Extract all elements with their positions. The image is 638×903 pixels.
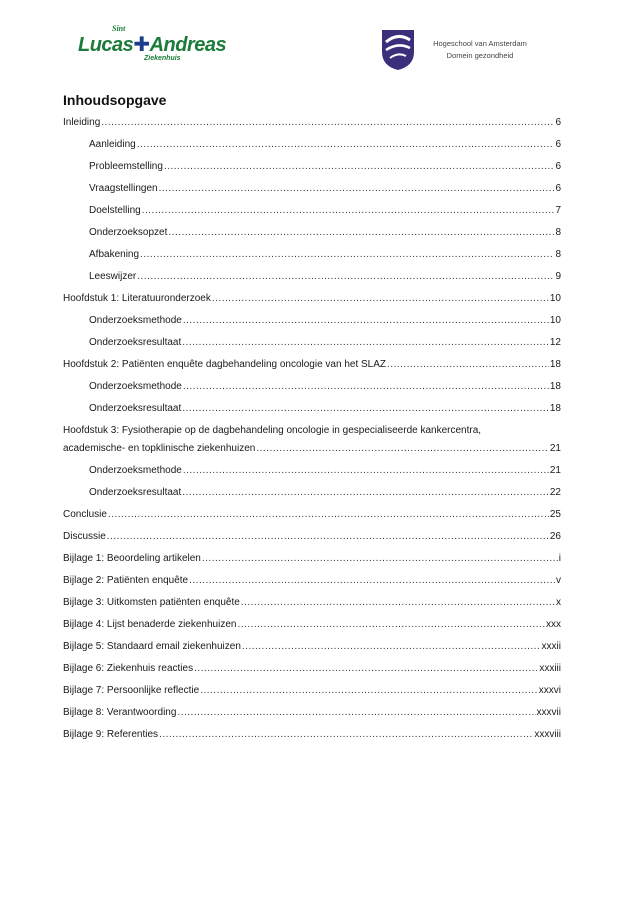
toc-entry-page: 6: [555, 117, 561, 128]
toc-title: Inhoudsopgave: [63, 92, 167, 108]
toc-entry-page: x: [556, 597, 561, 608]
toc-dot-leader: [182, 402, 549, 415]
toc-dot-leader: [159, 728, 533, 741]
toc-entry[interactable]: [89, 461, 561, 477]
toc-entry-page: 18: [549, 359, 561, 370]
toc-dot-leader: [101, 116, 554, 129]
page-header: [0, 0, 638, 90]
toc-dot-leader: [183, 314, 549, 327]
toc-entry-page: 21: [549, 443, 561, 454]
toc-entry[interactable]: [89, 333, 561, 349]
toc-entry-page: xxxii: [541, 641, 561, 652]
toc-entry-page: 10: [549, 315, 561, 326]
toc-entry[interactable]: [89, 157, 561, 173]
logo-name-b: Andreas: [149, 34, 227, 56]
toc-entry-label: Bijlage 7: Persoonlijke reflectie: [63, 685, 200, 696]
toc-dot-leader: [183, 464, 549, 477]
hva-logo-icon: [376, 22, 420, 72]
toc-entry-label: Onderzoeksmethode: [89, 465, 182, 476]
toc-entry-page: xxxiii: [539, 663, 561, 674]
logo-name-a: Lucas: [78, 34, 134, 56]
toc-dot-leader: [159, 182, 555, 195]
toc-entry-label: Bijlage 8: Verantwoording: [63, 707, 177, 718]
toc-entry-page: 22: [549, 487, 561, 498]
toc-dot-leader: [164, 160, 555, 173]
toc-entry-page: i: [558, 553, 561, 564]
toc-entry[interactable]: [63, 593, 561, 609]
toc-entry[interactable]: [63, 637, 561, 653]
toc-entry[interactable]: [89, 267, 561, 283]
org-name: [420, 38, 540, 62]
toc-dot-leader: [212, 292, 549, 305]
toc-entry[interactable]: [89, 399, 561, 415]
logo-cross-icon: ✚: [133, 34, 150, 56]
toc-entry[interactable]: [89, 179, 561, 195]
toc-entry-label: Onderzoeksmethode: [89, 381, 182, 392]
toc-entry[interactable]: [89, 223, 561, 239]
toc-entry[interactable]: [89, 483, 561, 499]
toc-dot-leader: [387, 358, 549, 371]
toc-dot-leader: [200, 684, 538, 697]
toc-entry-label-line1: Hoofdstuk 3: Fysiotherapie op de dagbehandeling oncologie in gespecialiseerde kankercentra,: [63, 425, 482, 436]
toc-dot-leader: [242, 640, 541, 653]
toc-entry-label: Hoofdstuk 2: Patiënten enquête dagbehandeling oncologie van het SLAZ: [63, 359, 387, 370]
toc-entry[interactable]: [63, 289, 561, 305]
toc-entry-page: xxxvii: [536, 707, 561, 718]
toc-entry[interactable]: [63, 549, 561, 565]
toc-entry-page: 18: [549, 403, 561, 414]
toc-dot-leader: [183, 380, 549, 393]
toc-entry-label: Onderzoeksmethode: [89, 315, 182, 326]
toc-dot-leader: [241, 596, 555, 609]
toc-entry-page: 21: [549, 465, 561, 476]
toc-entry[interactable]: [89, 311, 561, 327]
toc-entry-page: 6: [555, 139, 561, 150]
toc-entry-page: 6: [555, 183, 561, 194]
toc-dot-leader: [142, 204, 555, 217]
toc-entry[interactable]: [89, 201, 561, 217]
toc-dot-leader: [137, 270, 554, 283]
toc-entry-label: Bijlage 5: Standaard email ziekenhuizen: [63, 641, 241, 652]
toc-entry[interactable]: [63, 725, 561, 741]
toc-entry[interactable]: [63, 355, 561, 371]
toc-entry-label: Discussie: [63, 531, 106, 542]
logo-brand-text: [78, 32, 226, 57]
toc-entry[interactable]: [63, 439, 561, 455]
toc-entry-label: Conclusie: [63, 509, 107, 520]
toc-entry-page: xxxviii: [534, 729, 561, 740]
toc-entry-page: 12: [549, 337, 561, 348]
toc-dot-leader: [137, 138, 555, 151]
toc-entry-page: xxxvi: [538, 685, 561, 696]
toc-entry-label: Leeswijzer: [89, 271, 137, 282]
toc-entry-page: 8: [555, 227, 561, 238]
toc-dot-leader: [140, 248, 554, 261]
toc-entry-page: xxx: [546, 619, 561, 630]
toc-entry-label: Bijlage 6: Ziekenhuis reacties: [63, 663, 194, 674]
toc-entry-label: Onderzoeksopzet: [89, 227, 168, 238]
toc-entry-page: 7: [555, 205, 561, 216]
toc-entry-label: Aanleiding: [89, 139, 136, 150]
toc-dot-leader: [107, 530, 549, 543]
toc-entry-page: 18: [549, 381, 561, 392]
toc-dot-leader: [202, 552, 558, 565]
toc-dot-leader: [194, 662, 538, 675]
toc-entry-label: Probleemstelling: [89, 161, 163, 172]
toc-dot-leader: [168, 226, 554, 239]
toc-entry-label: Bijlage 2: Patiënten enquête: [63, 575, 189, 586]
toc-entry[interactable]: [63, 681, 561, 697]
toc-entry-label: Onderzoeksresultaat: [89, 403, 182, 414]
logo-sub-text: Ziekenhuis: [144, 55, 181, 62]
toc-entry-label: Bijlage 9: Referenties: [63, 729, 159, 740]
toc-entry-label: Bijlage 3: Uitkomsten patiënten enquête: [63, 597, 240, 608]
toc-entry[interactable]: [63, 505, 561, 521]
toc-entry-page: 10: [549, 293, 561, 304]
toc-entry[interactable]: [63, 527, 561, 543]
toc-entry-page: 6: [555, 161, 561, 172]
toc-entry[interactable]: [89, 245, 561, 261]
toc-dot-leader: [256, 442, 549, 455]
toc-entry-label: Bijlage 1: Beoordeling artikelen: [63, 553, 201, 564]
toc-entry-page: 26: [549, 531, 561, 542]
toc-entry[interactable]: [89, 135, 561, 151]
org-line2: Domein gezondheid: [446, 51, 514, 60]
toc-entry-label: Hoofdstuk 1: Literatuuronderzoek: [63, 293, 211, 304]
toc-entry-label: Onderzoeksresultaat: [89, 487, 182, 498]
toc-dot-leader: [189, 574, 555, 587]
toc-entry-label: Bijlage 4: Lijst benaderde ziekenhuizen: [63, 619, 237, 630]
toc-entry-label: Doelstelling: [89, 205, 141, 216]
logo-sint-text: Sint: [112, 24, 126, 33]
toc-entry-label: academische- en topklinische ziekenhuizen: [63, 443, 256, 454]
sint-lucas-andreas-logo: [78, 26, 228, 68]
toc-entry-label: Inleiding: [63, 117, 101, 128]
toc-entry[interactable]: [63, 113, 561, 129]
toc-entry-page: 8: [555, 249, 561, 260]
toc-entry[interactable]: [89, 377, 561, 393]
toc-entry-label: Onderzoeksresultaat: [89, 337, 182, 348]
toc-entry-page: v: [556, 575, 561, 586]
toc-entry[interactable]: [63, 659, 561, 675]
toc-dot-leader: [237, 618, 545, 631]
toc-dot-leader: [177, 706, 535, 719]
toc-entry-page: 9: [555, 271, 561, 282]
toc-dot-leader: [182, 486, 549, 499]
toc-entry[interactable]: [63, 571, 561, 587]
toc-entry[interactable]: [63, 615, 561, 631]
toc-dot-leader: [108, 508, 549, 521]
toc-dot-leader: [182, 336, 549, 349]
toc-entry-label: Vraagstellingen: [89, 183, 158, 194]
toc-entry-label: Afbakening: [89, 249, 140, 260]
toc-entry[interactable]: [63, 703, 561, 719]
org-line1: Hogeschool van Amsterdam: [433, 39, 527, 48]
toc-entry-page: 25: [549, 509, 561, 520]
